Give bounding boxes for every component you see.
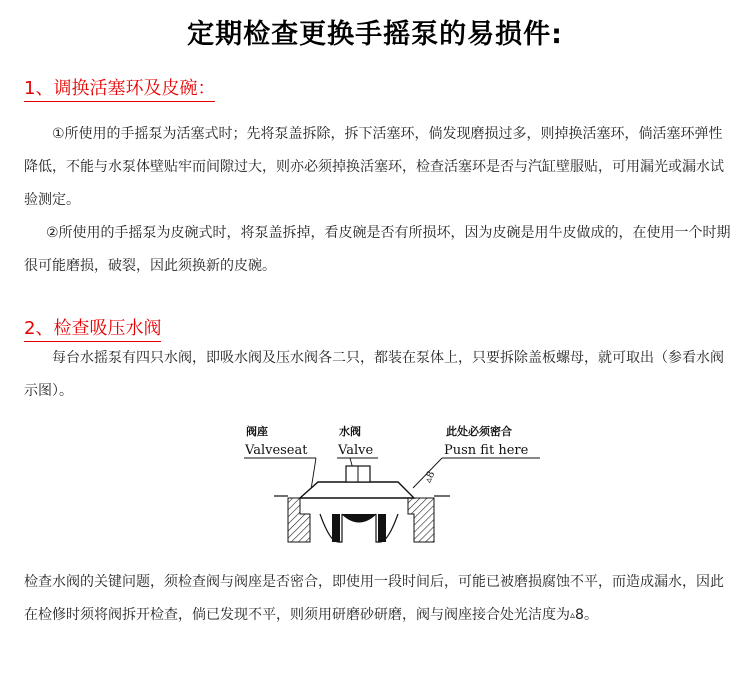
page-title: 定期检查更换手摇泵的易损件: — [187, 19, 563, 50]
valve-seat-left — [288, 498, 310, 542]
section-1-paragraph-1: ①所使用的手摇泵为活塞式时；先将泵盖拆除，拆下活塞环，倘发现磨损过多，则掉换活塞环，倘活塞环弹性降低，不能与水泵体壁贴牢而间隙过大，则亦必须掉换活塞环，检查活塞环是否与汽缸壁服贴，可用漏光或漏水试验测定。 — [24, 126, 724, 208]
finish-mark: ▵8 — [422, 469, 438, 485]
label-fit-en: Pusn fit here — [444, 443, 529, 458]
paragraph-text: 检查水阀的关键问题，须检查阀与阀座是否密合，即使用一段时间后，可能已被磨损腐蚀不平，而造成漏水，因此在检修时须将阀拆开检查，倘已发现不平，则须用研磨砂研磨，阀与阀座接合处光洁度为 — [24, 574, 724, 623]
section-2-paragraph-2 — [24, 566, 736, 632]
valve-guide-rib — [332, 514, 340, 542]
section-2-heading: 2、检查吸压水阀 — [24, 318, 161, 342]
paragraph-end: 8。 — [575, 607, 598, 623]
section-1-paragraph-2: ②所使用的手摇泵为皮碗式时，将泵盖拆掉，看皮碗是否有所损坏，因为皮碗是用牛皮做成的，在使用一个时期很可能磨损，破裂，因此须换新的皮碗。 — [24, 225, 731, 274]
valve-diagram — [238, 418, 558, 558]
finish-symbol: ▵ — [570, 610, 576, 621]
label-valveseat-en: Valveseat — [245, 443, 308, 458]
section-1-heading: 1、调换活塞环及皮碗： — [24, 78, 215, 102]
label-fit-cn: 此处必须密合 — [446, 425, 512, 438]
valve-disc — [300, 482, 414, 498]
label-valveseat-cn: 阀座 — [246, 425, 268, 438]
section-2-paragraph-1: 每台水摇泵有四只水阀，即吸水阀及压水阀各二只，都装在泵体上，只要拆除盖板螺母，就可取出（参看水阀示图）。 — [24, 350, 724, 399]
valve-guide-rib — [378, 514, 386, 542]
label-valve-en: Valve — [338, 443, 374, 458]
label-valve-cn: 水阀 — [339, 425, 361, 438]
valve-seat-right — [408, 498, 434, 542]
valve-guide-center — [342, 514, 376, 522]
